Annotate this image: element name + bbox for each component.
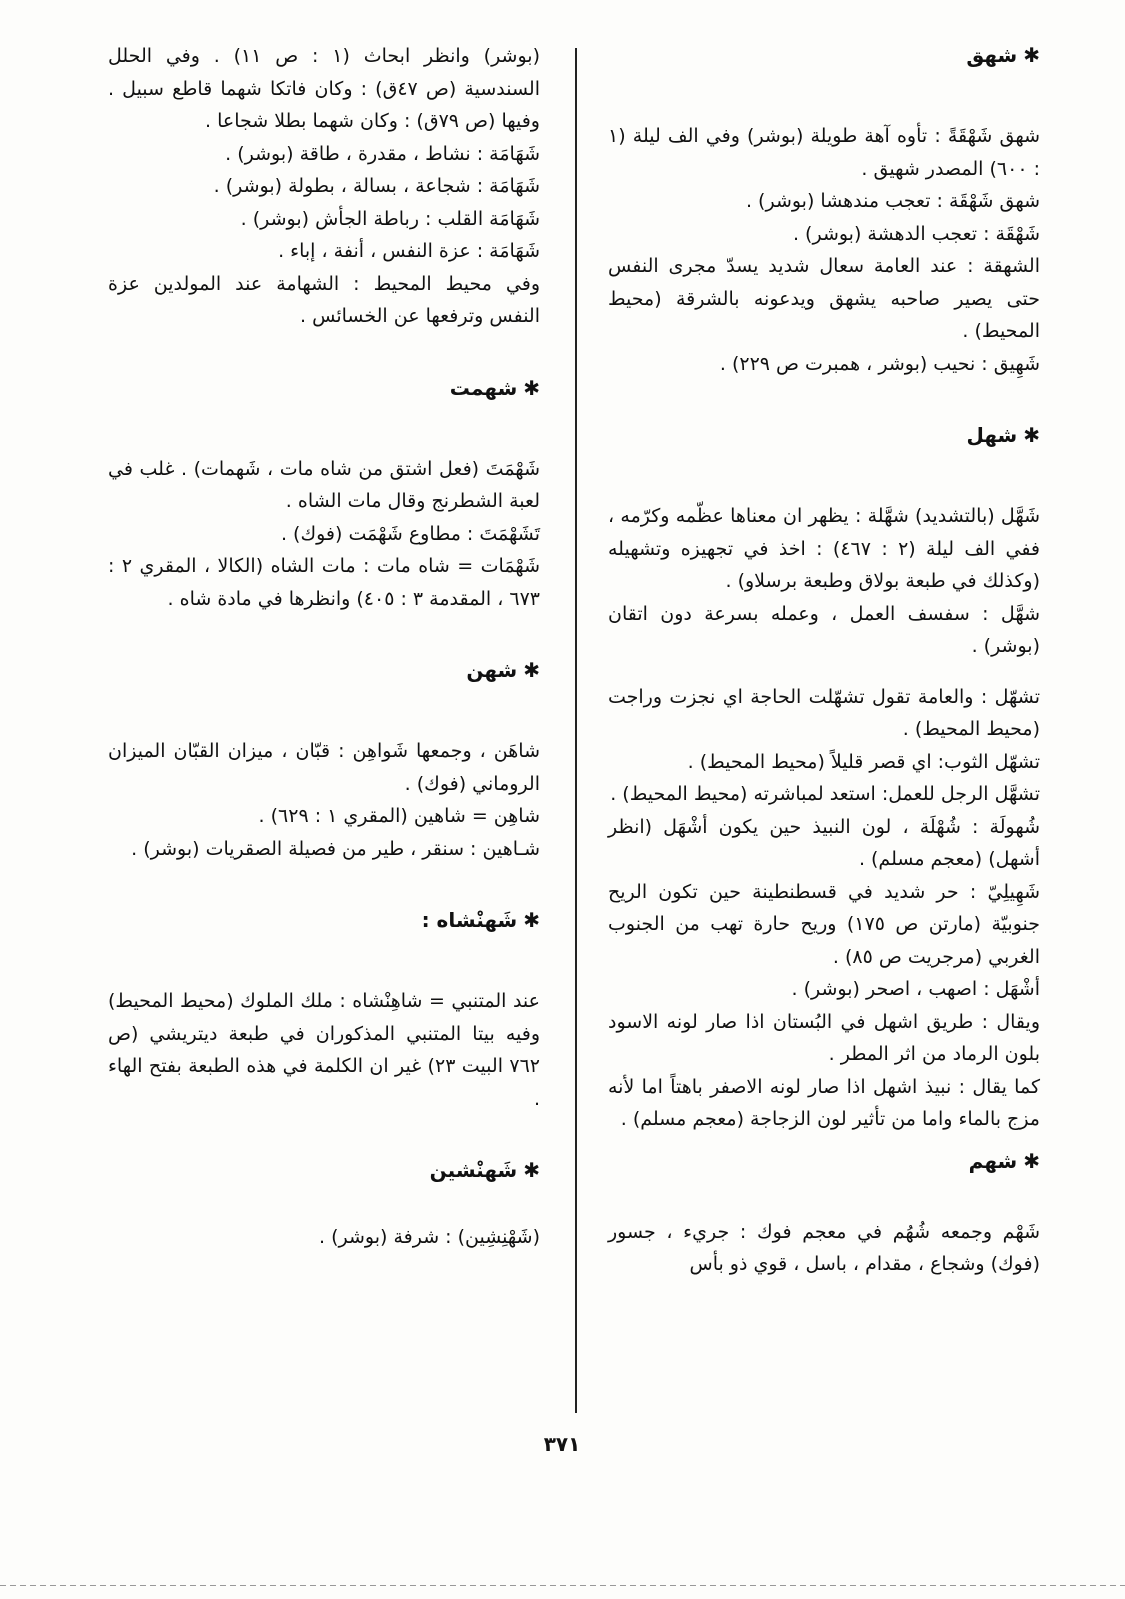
entry: شَهَامَة : عزة النفس ، أنفة ، إباء . (278, 240, 540, 262)
entry: أشْهَل : اصهب ، اصحر (بوشر) . (791, 978, 1040, 1000)
section-heading: ✱شَهنْشاه : (421, 908, 540, 932)
entry: (بوشر) وانظر ابحاث (١ : ص ١١) . وفي الحلل السندسية (ص ٤٧ق) : وكان فاتكا شهما قاطع سبيل . وفيها (ص ٧٩ق) : وكان شهما بطلا شجاعا . (108, 45, 541, 132)
asterisk-icon: ✱ (523, 908, 540, 932)
entry: كما يقال : نبيذ اشهل اذا صار لونه الاصفر باهتاً اما لأنه مزج بالماء واما من تأثير لون الزجاجة (معجم مسلم) . (608, 1075, 1040, 1130)
section-heading: ✱شهق (966, 43, 1040, 67)
entry: شَهْمَتَ (فعل اشتق من شاه مات ، شَهمات) . غلب في لعبة الشطرنج وقال مات الشاه . (108, 457, 540, 512)
entry: شُهولَة : شُهْلَة ، لون النبيذ حين يكون أشْهَل (انظر أشهل) (معجم مسلم) . (608, 815, 1040, 870)
entry: شَهَامَة القلب : رباطة الجأش (بوشر) . (240, 207, 540, 230)
entry: تَشَهْمَتَ : مطاوع شَهْمَت (فوك) . (280, 522, 540, 545)
column-divider (575, 48, 577, 1413)
asterisk-icon: ✱ (1023, 1148, 1040, 1173)
section-heading: ✱شهل (966, 423, 1040, 447)
section-heading: ✱شهمت (449, 375, 540, 400)
entry: شَهِيق : نحيب (بوشر ، همبرت ص ٢٢٩) . (719, 352, 1040, 375)
asterisk-icon: ✱ (523, 375, 540, 400)
page-number: ٣٧١ (543, 1432, 581, 1456)
entry: عند المتنبي = شاهِنْشاه : ملك الملوك (محيط المحيط) وفيه بيتا المتنبي المذكوران في طبعة ديتريشي (ص ٧٦٢ البيت ٢٣) غير ان الكلمة في هذه الطبعة بفتح الهاء . (108, 990, 540, 1110)
entry: وفي محيط المحيط : الشهامة عند المولدين عزة النفس وترفعها عن الخسائس . (108, 272, 540, 327)
entry: شاهَن ، وجمعها شَواهِن : قبّان ، ميزان القبّان الميزان الروماني (فوك) . (108, 740, 540, 795)
entry: شاهِن = شاهين (المقري ١ : ٦٢٩) . (258, 805, 540, 827)
entry: شـاهين : سنقر ، طير من فصيلة الصقريات (بوشر) . (131, 837, 540, 860)
section-heading: ✱شهن (466, 658, 540, 682)
asterisk-icon: ✱ (1023, 43, 1040, 67)
asterisk-icon: ✱ (523, 658, 540, 682)
asterisk-icon: ✱ (1023, 423, 1040, 447)
entry: تشهَّل الرجل للعمل: استعد لمباشرته (محيط المحيط) . (610, 783, 1040, 805)
left-column (108, 40, 540, 1254)
entry: شَهْقَة : تعجب الدهشة (بوشر) . (792, 222, 1040, 245)
entry: تشهّل : والعامة تقول تشهّلت الحاجة اي نجزت وراجت (محيط المحيط) . (608, 685, 1040, 740)
entry: شَهَامَة : نشاط ، مقدرة ، طاقة (بوشر) . (225, 142, 540, 165)
entry: شَهَّل (بالتشديد) شهَّلة : يظهر ان معناها عظّمه وكرّمه ، ففي الف ليلة (٢ : ٤٦٧) : اخذ في تجهيزه وتشهيله (وكذلك في طبعة بولاق وطبعة برسلاو) . (608, 505, 1041, 592)
entry: شَهْم وجمعه شُهُم في معجم فوك : جريء ، جسور (فوك) وشجاع ، مقدام ، باسل ، قوي ذو بأس (608, 1220, 1040, 1275)
entry: شَهْمَات = شاه مات : مات الشاه (الكالا ، المقري ٢ : ٦٧٣ ، المقدمة ٣ : ٤٠٥) وانظرها في مادة شاه . (108, 555, 540, 610)
entry: ويقال : طريق اشهل في البُستان اذا صار لونه الاسود بلون الرماد من اثر المطر . (608, 1010, 1040, 1065)
bottom-rule (0, 1585, 1125, 1586)
entry: شهَّل : سفسف العمل ، وعمله بسرعة دون اتقان (بوشر) . (608, 602, 1040, 657)
entry: شَهِيلِيّ : حر شديد في قسطنطينة حين تكون الريح جنوبيّة (مارتن ص ١٧٥) وريح حارة تهب من الجنوب الغربي (مرجريت ص ٨٥) . (608, 880, 1040, 968)
right-column (608, 40, 1040, 1281)
section-heading: ✱شَهنْشين (429, 1158, 540, 1182)
entry: الشهقة : عند العامة سعال شديد يسدّ مجرى النفس حتى يصير صاحبه يشهق ويدعونه بالشرقة (محيط المحيط) . (608, 255, 1040, 342)
entry: شهق شَهْقَةً : تأوه آهة طويلة (بوشر) وفي الف ليلة (١ : ٦٠٠) المصدر شهيق . (608, 125, 1040, 180)
asterisk-icon: ✱ (523, 1158, 540, 1182)
section-heading: ✱شهم (968, 1148, 1040, 1173)
entry: تشهّل الثوب: اي قصر قليلاً (محيط المحيط) . (687, 750, 1040, 773)
entry: شَهَامَة : شجاعة ، بسالة ، بطولة (بوشر) . (213, 175, 540, 197)
entry: (شَهْنِشِين) : شرفة (بوشر) . (319, 1226, 540, 1248)
entry: شهق شَهْقَة : تعجب مندهشا (بوشر) . (745, 190, 1040, 212)
